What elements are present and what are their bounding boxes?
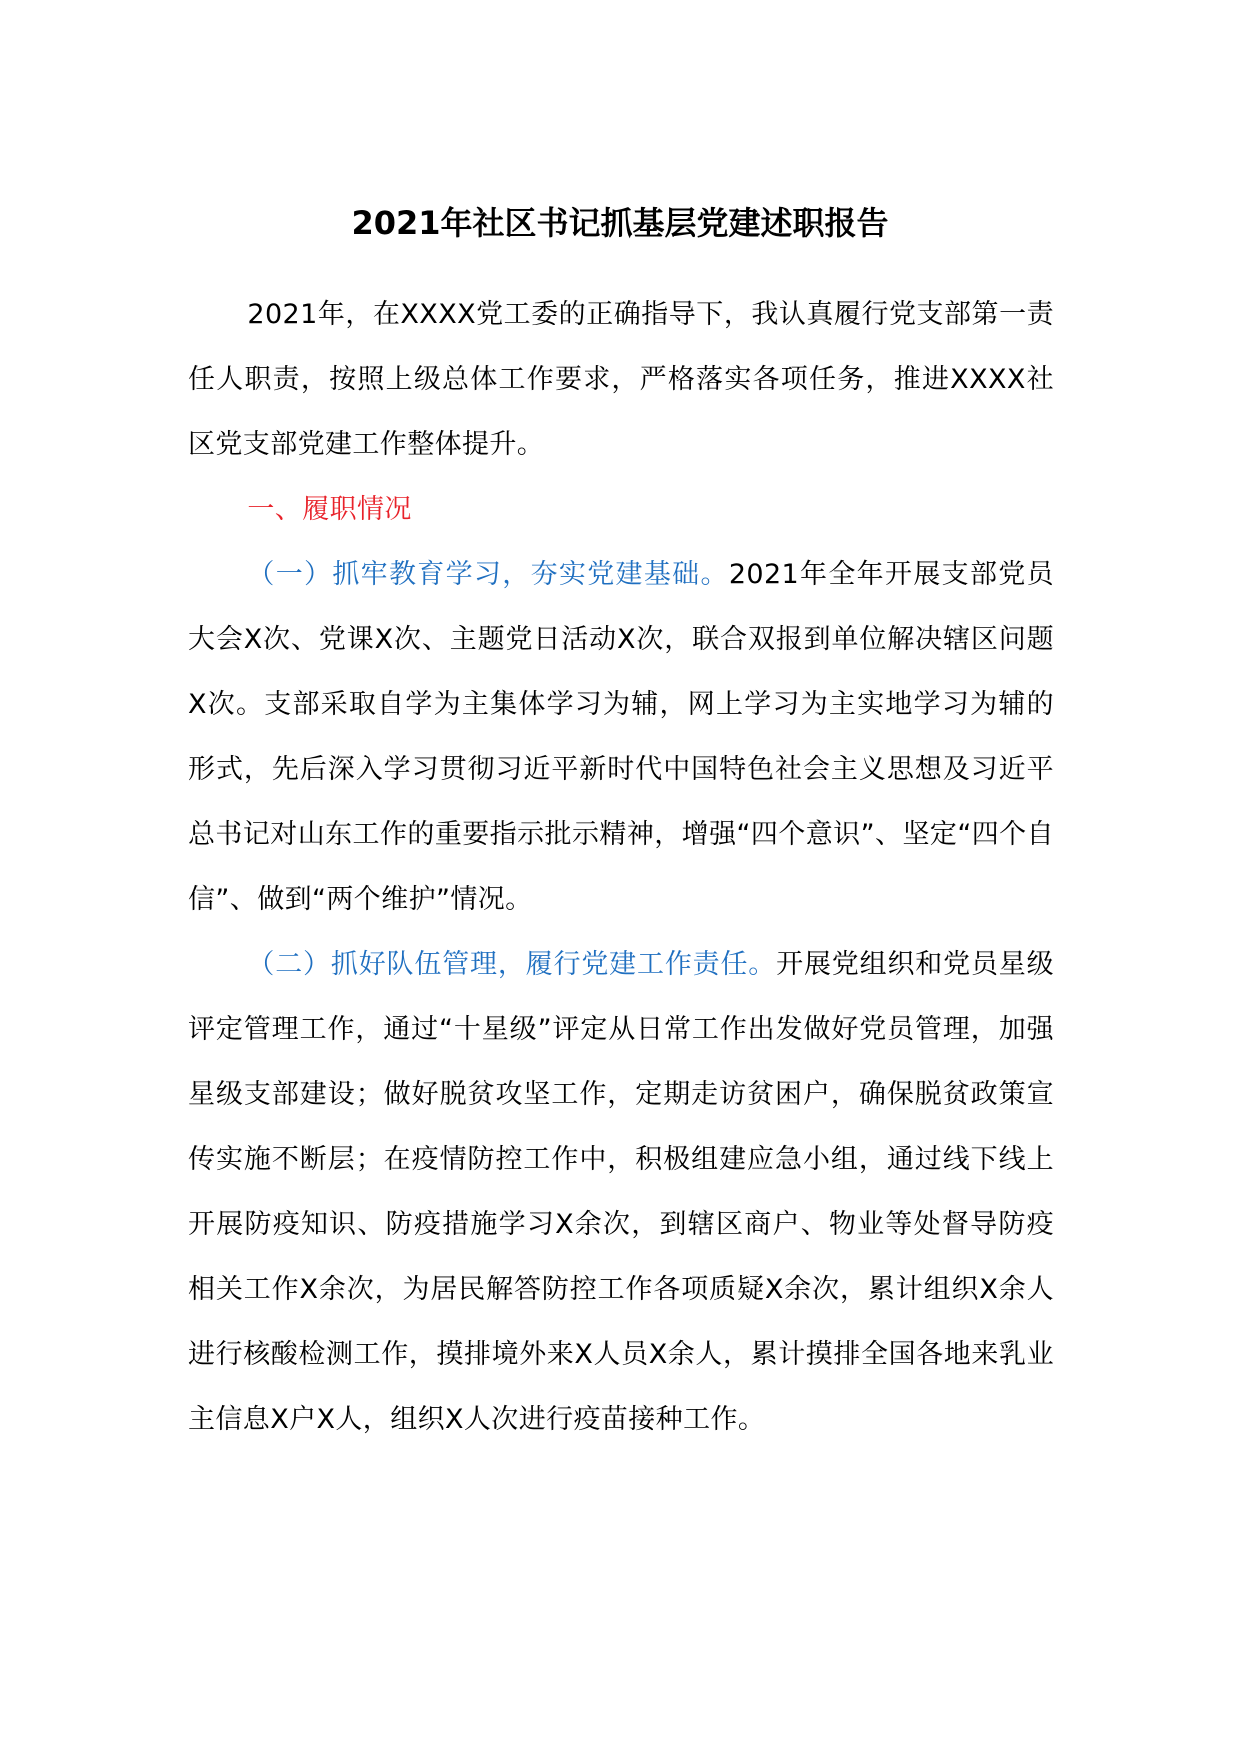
document-title: 2021年社区书记抓基层党建述职报告 (351, 204, 889, 242)
intro-paragraph: 2021年，在XXXX党工委的正确指导下，我认真履行党支部第一责任人职责，按照上级总体工作要求，严格落实各项任务，推进XXXX社区党支部党建工作整体提升。 (188, 299, 1054, 460)
document-body (188, 282, 1054, 1452)
subsection-2-heading: （二）抓好队伍管理，履行党建工作责任。 (247, 949, 777, 980)
section-heading-text: 一、履职情况 (247, 494, 412, 525)
subsection-1-paragraph (188, 542, 1054, 932)
section-heading (188, 477, 1054, 542)
subsection-2-paragraph (188, 932, 1054, 1452)
subsection-1-body: 2021年全年开展支部党员大会X次、党课X次、主题党日活动X次，联合双报到单位解决辖区问题X次。支部采取自学为主集体学习为辅，网上学习为主实地学习为辅的形式，先后深入学习贯彻习近平新时代中国特色社会主义思想及习近平总书记对山东工作的重要指示批示精神，增强“四个意识”、坚定“四个自信”、做到“两个维护”情况。 (188, 559, 1054, 915)
subsection-1-heading: （一）抓牢教育学习，夯实党建基础。 (247, 559, 729, 590)
subsection-2-body: 开展党组织和党员星级评定管理工作，通过“十星级”评定从日常工作出发做好党员管理，加强星级支部建设；做好脱贫攻坚工作，定期走访贫困户，确保脱贫政策宣传实施不断层；在疫情防控工作中，积极组建应急小组，通过线下线上开展防疫知识、防疫措施学习X余次，到辖区商户、物业等处督导防疫相关工作X余次，为居民解答防控工作各项质疑X余次，累计组织X余人进行核酸检测工作，摸排境外来X人员X余人，累计摸排全国各地来乳业主信息X户X人，组织X人次进行疫苗接种工作。 (188, 949, 1054, 1435)
